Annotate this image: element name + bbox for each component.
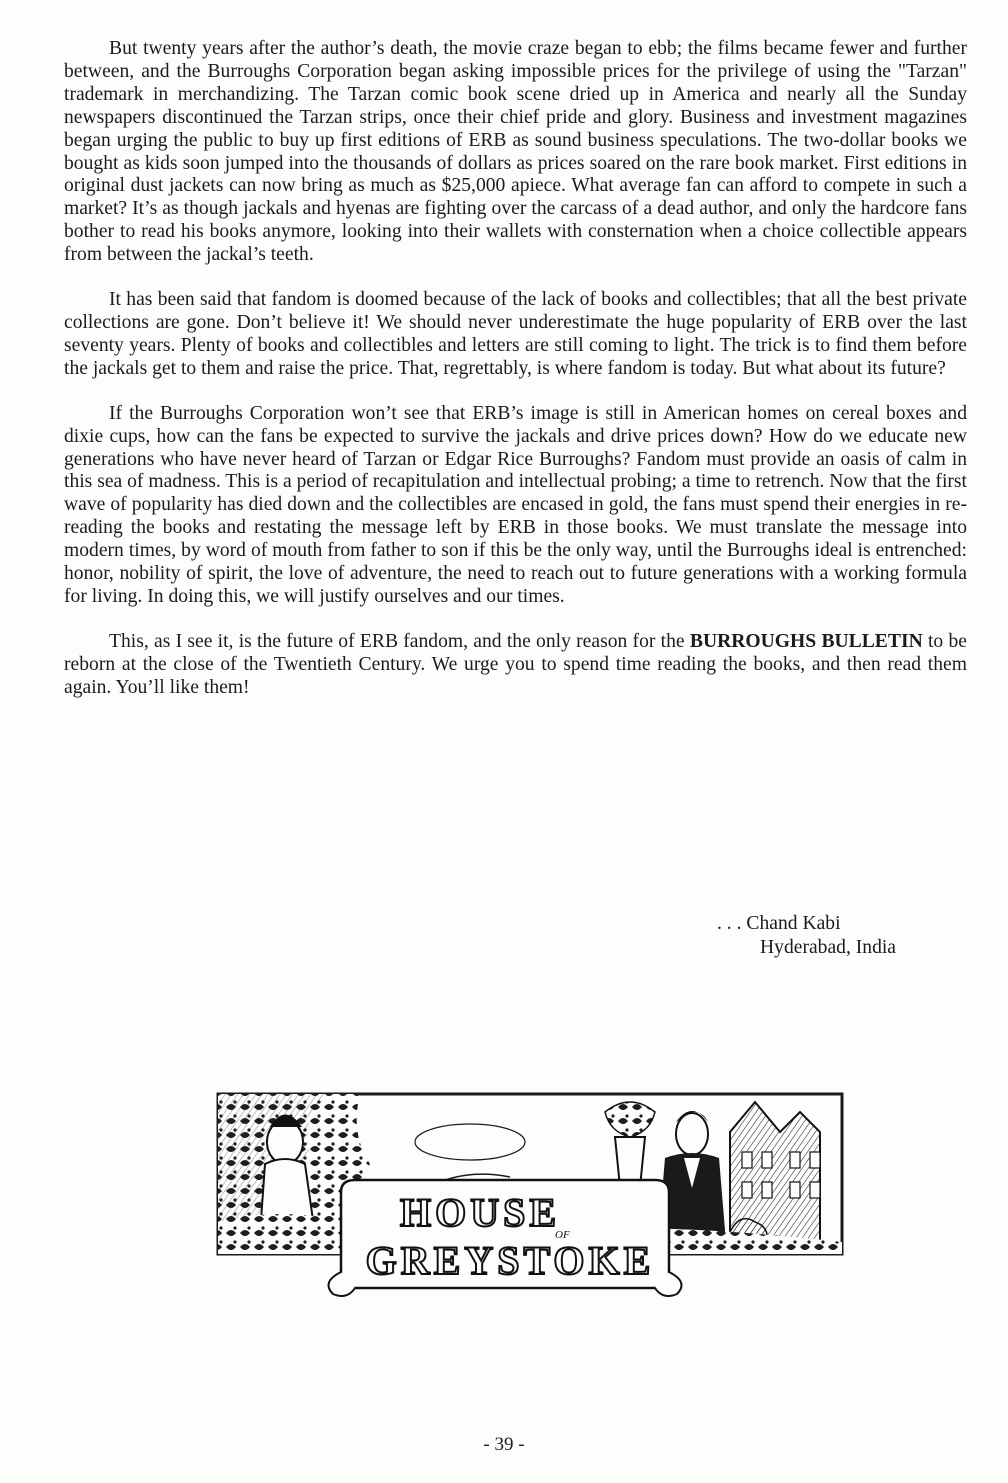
paragraph-2: It has been said that fandom is doomed because of the lack of books and collectibles; that all the best private collections are gone. Don’t believe it! We should never underestimate the huge popularity of ERB over the last seventy years. Plenty of books and collectibles and letters are still coming to light. The trick is to find them before the jackals get to them and raise the price. That, regrettably, is where fandom is today. But what about its future? [64,289,967,379]
paragraph-4 [64,631,967,700]
logo-word-house: HOUSE [399,1190,561,1235]
paragraph-3: If the Burroughs Corporation won’t see that ERB’s image is still in American homes on cereal boxes and dixie cups, how can the fans be expected to survive the jackals and drive prices down? How do we educate new generations who have never heard of Tarzan or Edgar Rice Burroughs? Fandom must provide an oasis of calm in this sea of madness. This is a period of recapitulation and intellectual probing; a time to retrench. Now that the first wave of popularity has died down and the collectibles are encased in gold, the fans must spend their energies in re-reading the books and restating the message left by ERB in those books. We must translate the message into modern times, by word of mouth from father to son if this be the only way, until the Burroughs ideal is entrenched: honor, nobility of spirit, the love of adventure, the need to reach out to future generations with a working formula for living. In doing this, we will justify ourselves and our times. [64,402,967,607]
paragraph-1: But twenty years after the author’s death, the movie craze began to ebb; the films became fewer and further between, and the Burroughs Corporation began asking impossible prices for the privilege of using the "Tarzan" trademark in merchandizing. The Tarzan comic book scene dried up in America and nearly all the Sunday newspapers discontinued the Tarzan strips, once their chief pride and glory. Business and investment magazines began urging the public to buy up first editions of ERB as sound business speculations. The two-dollar books we bought as kids soon jumped into the thousands of dollars as prices soared on the rare book market. First editions in original dust jackets can now bring as much as $25,000 apiece. What average fan can afford to compete in such a market? It’s as though jackals and hyenas are fighting over the carcass of a dead author, and only the hardcore fans bother to read his books anymore, looking into their wallets with consternation when a choice collectible appears from between the jackal’s teeth. [64,38,967,266]
signature-block [717,912,896,960]
article-body [64,38,967,722]
publication-title: BURROUGHS BULLETIN [689,630,923,652]
paragraph-4-tail: to be reborn at the close of the Twentieth Century. We urge you to spend time reading the books, and then read them again. You’ll like them! [64,630,967,698]
page-number: - 39 - [483,1434,525,1455]
house-of-greystoke-illustration [210,1072,850,1307]
paragraph-4-lead: This, as I see it, is the future of ERB fandom, and the only reason for the [109,630,690,652]
logo-word-of: OF [555,1229,570,1241]
author-location: Hyderabad, India [760,937,897,958]
author-name: . . . Chand Kabi [717,913,841,934]
logo-word-greystoke: GREYSTOKE [365,1238,655,1283]
